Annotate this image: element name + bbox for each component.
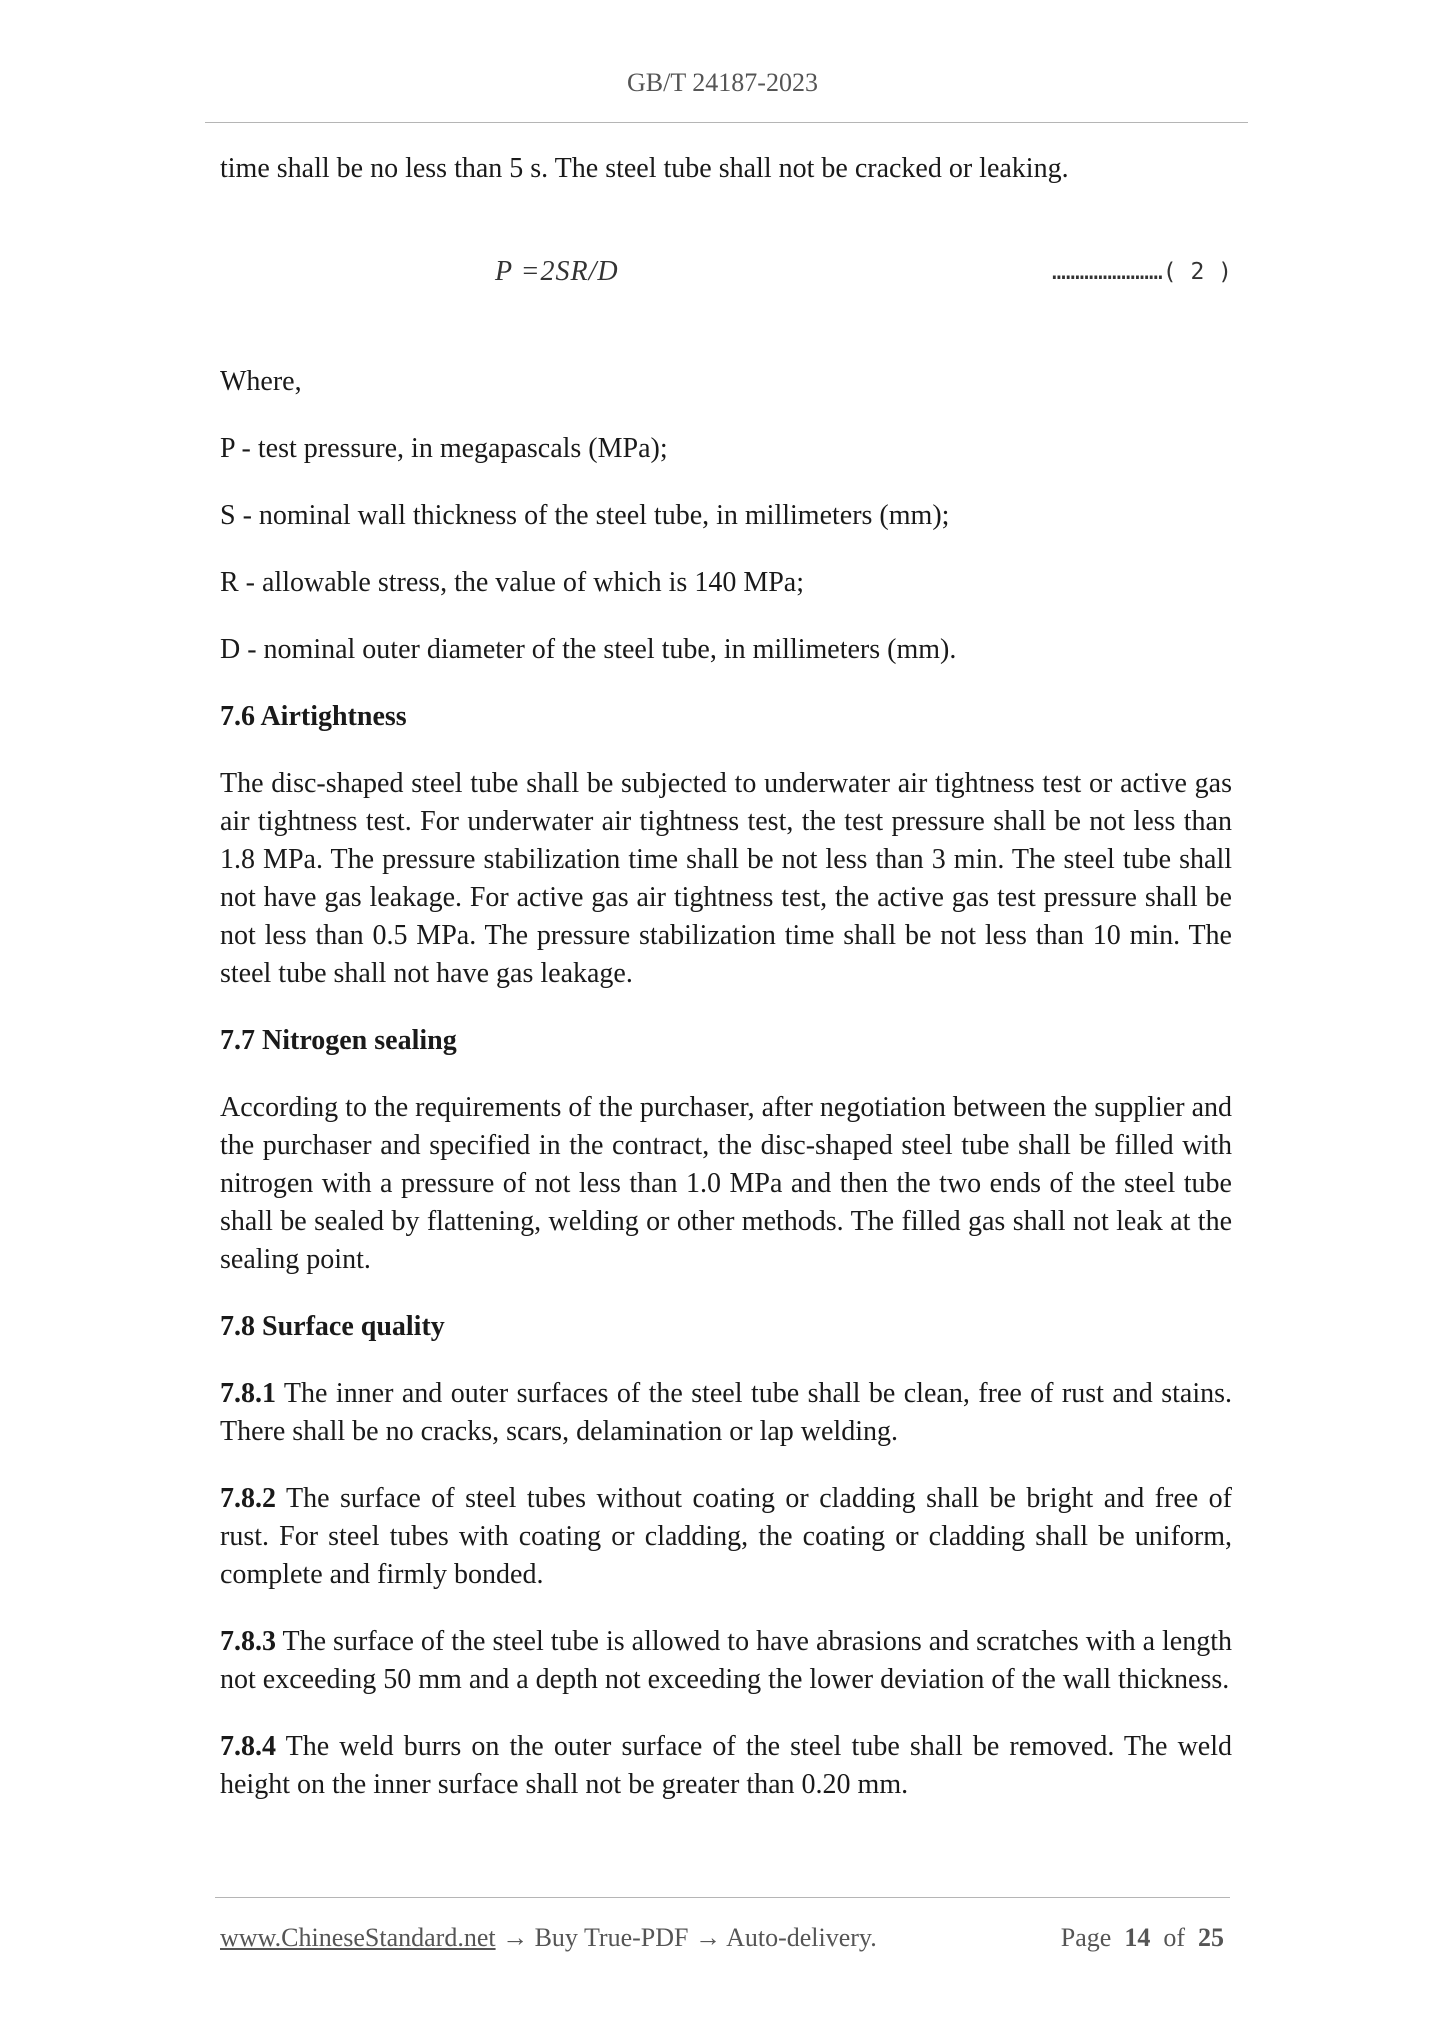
clause-7-8-2 — [220, 1480, 1232, 1594]
page-of: of — [1163, 1923, 1185, 1952]
arrow-right-icon: → — [688, 1923, 727, 1952]
formula-block — [220, 253, 1232, 291]
page-content — [220, 150, 1232, 1804]
formula-expression: P =2SR/D — [495, 256, 619, 287]
clause-number: 7.8.4 — [220, 1731, 276, 1762]
arrow-right-icon: → — [495, 1923, 535, 1952]
footer-rule — [215, 1897, 1230, 1898]
formula-number: ……………………( 2 ) — [1051, 259, 1232, 285]
footer-promo — [220, 1923, 877, 1953]
section-heading-nitrogen: 7.7 Nitrogen sealing — [220, 1025, 457, 1056]
section-heading-surface: 7.8 Surface quality — [220, 1311, 445, 1342]
clause-text: The weld burrs on the outer surface of the steel tube shall be removed. The weld height on the inner surface shall not be greater than 0.20 mm. — [220, 1731, 1232, 1800]
website-link[interactable]: www.ChineseStandard.net — [220, 1923, 496, 1952]
page-label: Page — [1060, 1923, 1112, 1952]
definition-item: R - allowable stress, the value of which is 140 MPa; — [220, 567, 805, 598]
clause-number: 7.8.2 — [220, 1483, 276, 1514]
page-current: 14 — [1124, 1923, 1151, 1952]
clause-number: 7.8.1 — [220, 1378, 276, 1409]
section-body-airtightness: The disc-shaped steel tube shall be subjected to underwater air tightness test or active gas air tightness test. For underwater air tightness test, the test pressure shall be not less than 1.8 MPa. The pressure stabilization time shall be not less than 3 min. The steel tube shall not have gas leakage. For active gas air tightness test, the active gas test pressure shall be not less than 0.5 MPa. The pressure stabilization time shall be not less than 10 min. The steel tube shall not have gas leakage. — [220, 768, 1232, 989]
auto-delivery-text: Auto-delivery. — [726, 1923, 877, 1952]
page-footer — [220, 1923, 1232, 1959]
clause-7-8-4 — [220, 1728, 1232, 1804]
definition-item: D - nominal outer diameter of the steel tube, in millimeters (mm). — [220, 634, 957, 665]
clause-number: 7.8.3 — [220, 1626, 276, 1657]
clause-text: The surface of the steel tube is allowed to have abrasions and scratches with a length not exceeding 50 mm and a depth not exceeding the lower deviation of the wall thickness. — [220, 1626, 1232, 1695]
definitions-lead: Where, — [220, 366, 302, 397]
clause-7-8-1 — [220, 1375, 1232, 1451]
header-rule — [205, 122, 1248, 123]
clause-text: The inner and outer surfaces of the steel tube shall be clean, free of rust and stains. There shall be no cracks, scars, delamination or lap welding. — [220, 1378, 1232, 1447]
page-total: 25 — [1198, 1923, 1224, 1952]
definition-item: S - nominal wall thickness of the steel tube, in millimeters (mm); — [220, 500, 950, 531]
continuation-paragraph: time shall be no less than 5 s. The steel tube shall not be cracked or leaking. — [220, 153, 1069, 184]
section-heading-airtightness: 7.6 Airtightness — [220, 701, 407, 732]
section-body-nitrogen: According to the requirements of the purchaser, after negotiation between the supplier and the purchaser and specified in the contract, the disc-shaped steel tube shall be filled with nitrogen with a pressure of not less than 1.0 MPa and then the two ends of the steel tube shall be sealed by flattening, welding or other methods. The filled gas shall not leak at the sealing point. — [220, 1092, 1232, 1275]
document-header-title: GB/T 24187-2023 — [627, 68, 818, 97]
definition-item: P - test pressure, in megapascals (MPa); — [220, 433, 668, 464]
buy-pdf-text: Buy True-PDF — [534, 1923, 689, 1952]
page-indicator — [1061, 1923, 1224, 1953]
clause-7-8-3 — [220, 1623, 1232, 1699]
clause-text: The surface of steel tubes without coating or cladding shall be bright and free of rust. For steel tubes with coating or cladding, the coating or cladding shall be uniform, complete and firmly bonded. — [220, 1483, 1232, 1590]
